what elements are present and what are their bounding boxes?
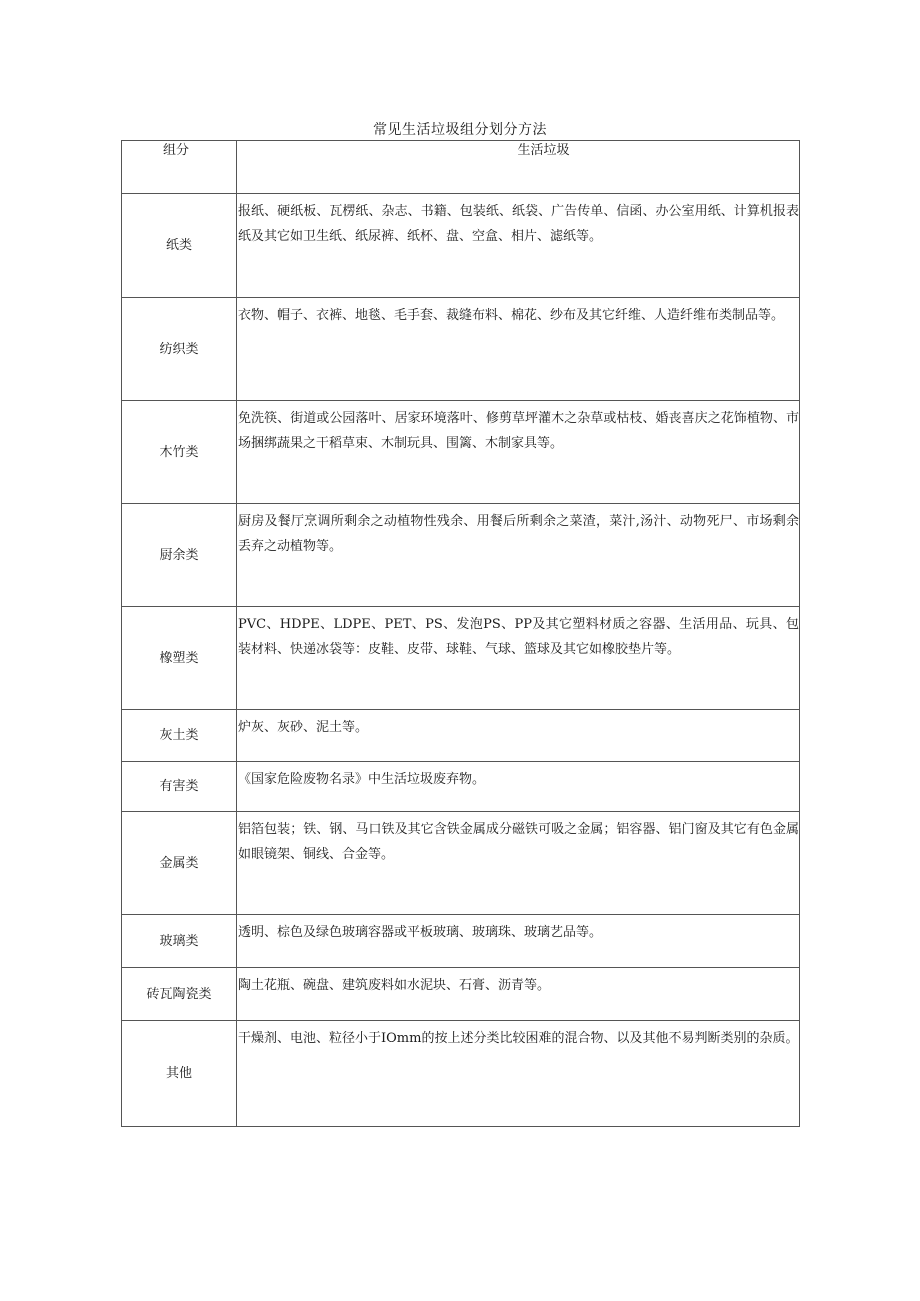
- header-group-cell: [122, 141, 237, 194]
- table-row: [122, 298, 800, 401]
- table-row: [122, 401, 800, 504]
- waste-classification-table: [121, 140, 800, 1127]
- group-cell: 纸类: [122, 194, 237, 298]
- table-header-row: [122, 141, 800, 194]
- group-cell: 木竹类: [122, 401, 237, 504]
- table-row: [122, 968, 800, 1021]
- description-cell: 炉灰、灰砂、泥土等。: [237, 710, 800, 762]
- table-row: [122, 812, 800, 915]
- description-cell: 透明、棕色及绿色玻璃容器或平板玻璃、玻璃珠、玻璃艺品等。: [237, 915, 800, 968]
- table-row: [122, 762, 800, 812]
- group-cell: 纺织类: [122, 298, 237, 401]
- group-cell: 有害类: [122, 762, 237, 812]
- group-cell: 灰土类: [122, 710, 237, 762]
- header-description-label: 生活垃圾: [517, 143, 570, 158]
- table-row: [122, 1021, 800, 1127]
- table-row: [122, 504, 800, 607]
- group-cell: 砖瓦陶瓷类: [122, 968, 237, 1021]
- description-cell: 《国家危险废物名录》中生活垃圾废弃物。: [237, 762, 800, 812]
- table-row: [122, 194, 800, 298]
- description-cell: 衣物、帽子、衣裤、地毯、毛手套、裁缝布料、棉花、纱布及其它纤维、人造纤维布类制品等。: [237, 298, 800, 401]
- table-row: [122, 710, 800, 762]
- table-row: [122, 915, 800, 968]
- group-cell: 橡塑类: [122, 607, 237, 710]
- document-title: 常见生活垃圾组分划分方法: [373, 122, 547, 138]
- group-cell: 金属类: [122, 812, 237, 915]
- description-cell: 铝箔包装；铁、钢、马口铁及其它含铁金属成分磁铁可吸之金属；铝容器、铝门窗及其它有色金属如眼镜架、铜线、合金等。: [237, 812, 800, 915]
- header-group-label: 组分: [162, 143, 189, 158]
- description-cell: 干燥剂、电池、粒径小于IOmm的按上述分类比较困难的混合物、以及其他不易判断类别的杂质。: [237, 1021, 800, 1127]
- description-cell: 陶土花瓶、碗盘、建筑废料如水泥块、石膏、沥青等。: [237, 968, 800, 1021]
- description-cell: 厨房及餐厅烹调所剩余之动植物性残余、用餐后所剩余之菜渣，菜汁,汤汁、动物死尸、市场剩余丢弃之动植物等。: [237, 504, 800, 607]
- description-cell: 免洗筷、街道或公园落叶、居家环境落叶、修剪草坪灌木之杂草或枯枝、婚丧喜庆之花饰植物、市场捆绑蔬果之干稻草束、木制玩具、围篱、木制家具等。: [237, 401, 800, 504]
- description-cell: PVC、HDPE、LDPE、PET、PS、发泡PS、PP及其它塑料材质之容器、生活用品、玩具、包装材料、快递冰袋等：皮鞋、皮带、球鞋、气球、篮球及其它如橡胶垫片等。: [237, 607, 800, 710]
- description-cell: 报纸、硬纸板、瓦楞纸、杂志、书籍、包装纸、纸袋、广告传单、信函、办公室用纸、计算机报表纸及其它如卫生纸、纸尿裤、纸杯、盘、空盒、相片、滤纸等。: [237, 194, 800, 298]
- header-description-cell: [237, 141, 800, 194]
- group-cell: 厨余类: [122, 504, 237, 607]
- table-row: [122, 607, 800, 710]
- group-cell: 其他: [122, 1021, 237, 1127]
- group-cell: 玻璃类: [122, 915, 237, 968]
